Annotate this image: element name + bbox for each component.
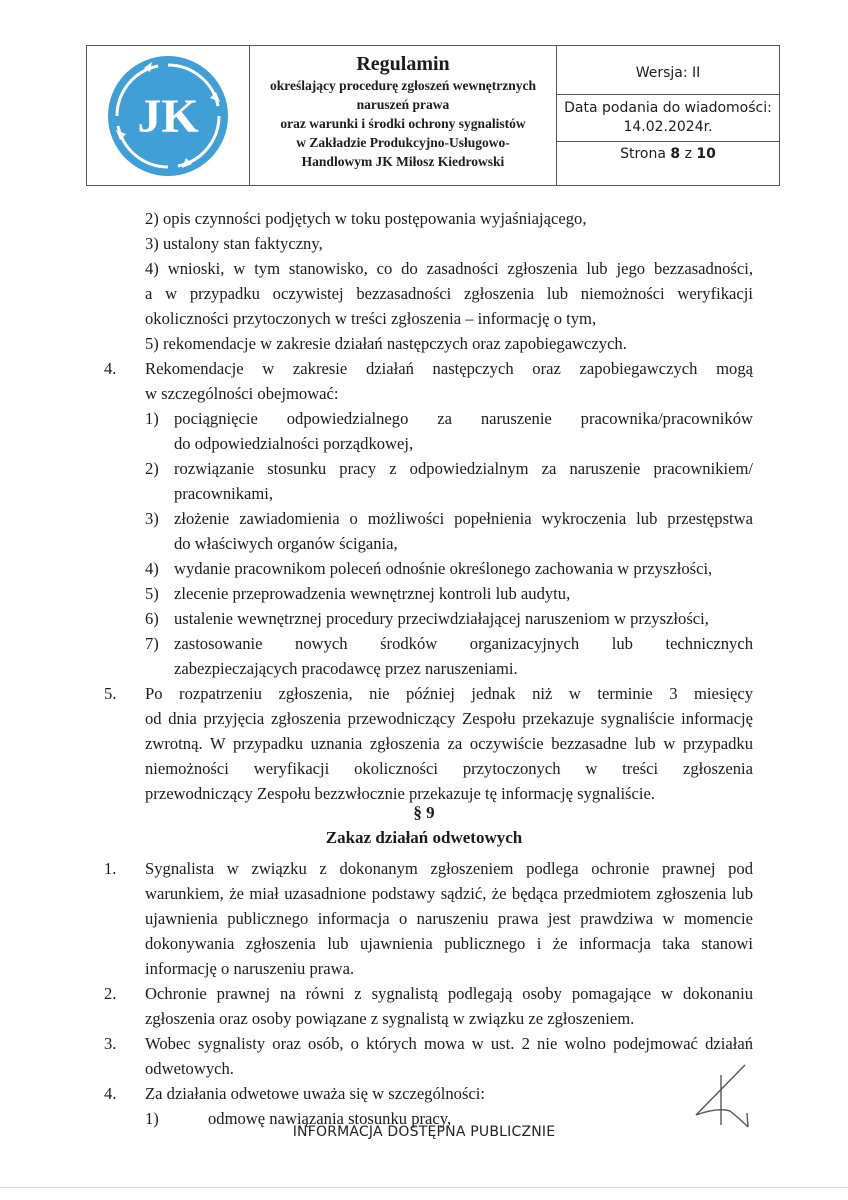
subitem-text: pracownikami, (174, 484, 274, 503)
point-text: ujawnienia publicznego informacja o naruszeniu prawa jest prawdziwa w momencie (145, 909, 753, 928)
point-number: 4. (104, 359, 117, 378)
version-label: Wersja: II (635, 65, 701, 81)
list-item-continuation: okoliczności przytoczonych w treści zgłoszenia – informację o tym, (145, 309, 597, 328)
document-title: Regulamin (356, 53, 450, 75)
point-text: przewodniczący Zespołu bezzwłocznie przekazuje tę informację sygnaliście. (145, 784, 656, 803)
list-item-continuation: a w przypadku oczywistej bezzasadności zgłoszenia lub niemożności weryfikacji (145, 284, 753, 303)
point-number: 4. (104, 1084, 117, 1103)
list-item: 5) rekomendacje w zakresie działań następczych oraz zapobiegawczych. (145, 334, 627, 353)
section-symbol: § 9 (413, 803, 435, 822)
document-meta (557, 46, 779, 185)
subitem-text: wydanie pracownikom poleceń odnośnie określonego zachowania w przyszłości, (174, 559, 713, 578)
document-title-block (250, 46, 557, 185)
point-number: 2. (104, 984, 117, 1003)
subitem-number: 1) (145, 409, 159, 428)
point-text: Wobec sygnalisty oraz osób, o których mowa w ust. 2 nie wolno podejmować działań (145, 1034, 753, 1053)
subitem-text: złożenie zawiadomienia o możliwości popełnienia wykroczenia lub przestępstwa (174, 509, 753, 528)
page-separator: z (684, 146, 692, 162)
subitem-text: odmowę nawiązania stosunku pracy, (208, 1109, 452, 1128)
list-item: 4) wnioski, w tym stanowisko, co do zasadności zgłoszenia lub jego bezzasadności, (145, 259, 753, 278)
subitem-number: 2) (145, 459, 159, 478)
company-logo (87, 46, 250, 185)
subtitle-line: w Zakładzie Produkcyjno-Usługowo- (296, 135, 510, 150)
svg-text:JK: JK (137, 89, 199, 143)
point-text: Po rozpatrzeniu zgłoszenia, nie później jednak niż w terminie 3 miesięcy (145, 684, 753, 703)
point-text: w szczególności obejmować: (145, 384, 339, 403)
subitem-text: do odpowiedzialności porządkowej, (174, 434, 414, 453)
point-text: Rekomendacje w zakresie działań następczych oraz zapobiegawczych mogą (145, 359, 753, 378)
subtitle-line: określający procedurę zgłoszeń wewnętrznych (269, 78, 537, 93)
page-bottom-rule (0, 1187, 848, 1188)
page-prefix: Strona (620, 146, 666, 162)
version-cell (557, 46, 779, 95)
subitem-number: 1) (145, 1109, 159, 1128)
subitem-text: ustalenie wewnętrznej procedury przeciwdziałającej naruszeniom w przyszłości, (174, 609, 709, 628)
point-text: odwetowych. (145, 1059, 234, 1078)
signature-icon (690, 1063, 760, 1133)
date-value: 14.02.2024r. (623, 119, 713, 135)
page-number (557, 146, 779, 162)
point-text: dokonywania zgłoszenia lub ujawnienia publicznego i że informacja taka stanowi (145, 934, 753, 953)
point-text: informację o naruszeniu prawa. (145, 959, 355, 978)
point-number: 5. (104, 684, 117, 703)
subitem-text: zastosowanie nowych środków organizacyjnych lub technicznych (174, 634, 753, 653)
subitem-text: rozwiązanie stosunku pracy z odpowiedzialnym za naruszenie pracownikiem/ (174, 459, 753, 478)
section-title: Zakaz działań odwetowych (325, 828, 523, 847)
subitem-number: 4) (145, 559, 159, 578)
point-text: zwrotną. W przypadku uznania zgłoszenia za oczywiście bezzasadne lub w przypadku (145, 734, 753, 753)
date-cell (557, 95, 779, 142)
list-item: 2) opis czynności podjętych w toku postępowania wyjaśniającego, (145, 209, 587, 228)
subtitle-line: oraz warunki i środki ochrony sygnalistów (280, 116, 526, 131)
point-text: warunkiem, że miał uzasadnione podstawy sądzić, że będąca przedmiotem zgłoszenia lub (145, 884, 753, 903)
subitem-text: pociągnięcie odpowiedzialnego za naruszenie pracownika/pracowników (174, 409, 753, 428)
point-number: 3. (104, 1034, 117, 1053)
subitem-text: zlecenie przeprowadzenia wewnętrznej kontroli lub audytu, (174, 584, 571, 603)
point-text: od dnia przyjęcia zgłoszenia przewodniczący Zespołu przekazuje sygnaliście informację (145, 709, 753, 728)
subitem-number: 5) (145, 584, 159, 603)
subtitle-line: naruszeń prawa (356, 97, 450, 112)
subitem-text: zabezpieczających pracodawcę przez naruszeniami. (174, 659, 518, 678)
subitem-text: do właściwych organów ścigania, (174, 534, 398, 553)
subtitle-line: Handlowym JK Miłosz Kiedrowski (301, 154, 505, 169)
jk-logo-icon (106, 54, 230, 178)
subitem-number: 6) (145, 609, 159, 628)
point-text: Sygnalista w związku z dokonanym zgłoszeniem podlega ochronie prawnej pod (145, 859, 753, 878)
point-text: niemożności weryfikacji okoliczności przytoczonych w treści zgłoszenia (145, 759, 753, 778)
page-current: 8 (670, 146, 681, 162)
page-total: 10 (696, 146, 716, 162)
list-item: 3) ustalony stan faktyczny, (145, 234, 323, 253)
date-label: Data podania do wiadomości: (564, 100, 772, 116)
point-text: Ochronie prawnej na równi z sygnalistą podlegają osoby pomagające w dokonaniu (145, 984, 753, 1003)
point-text: Za działania odwetowe uważa się w szczególności: (145, 1084, 486, 1103)
subitem-number: 3) (145, 509, 159, 528)
document-header (86, 45, 780, 186)
page-number-cell (557, 142, 779, 185)
point-number: 1. (104, 859, 117, 878)
point-text: zgłoszenia oraz osoby powiązane z sygnalistą w związku ze zgłoszeniem. (145, 1009, 635, 1028)
subitem-number: 7) (145, 634, 159, 653)
public-info-footer: INFORMACJA DOSTĘPNA PUBLICZNIE (292, 1124, 556, 1140)
